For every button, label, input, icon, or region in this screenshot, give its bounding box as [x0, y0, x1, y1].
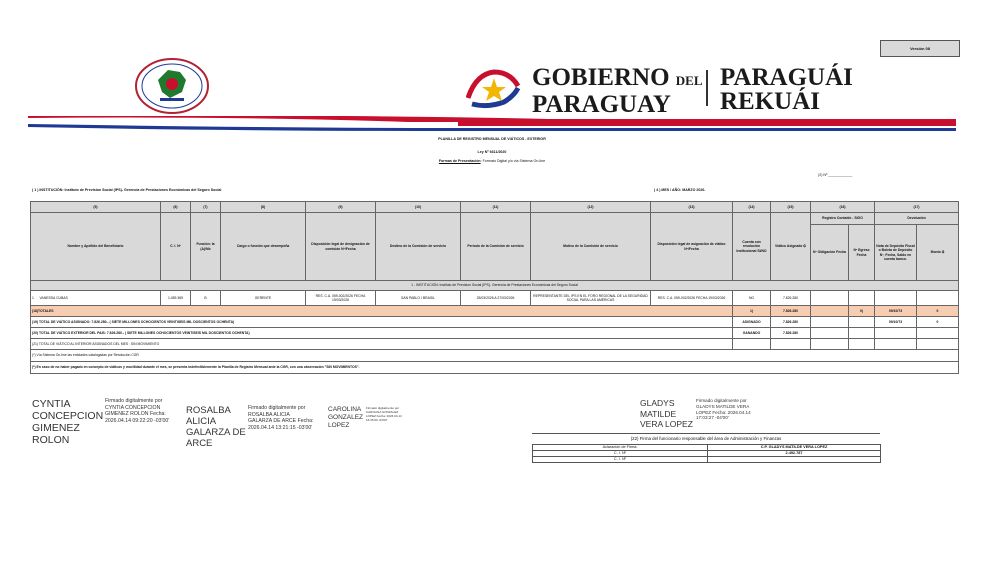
- finance-label: Aclaración de Firma:: [533, 445, 708, 451]
- totals-monto-dev: 0: [917, 306, 959, 317]
- viaticos-table: [30, 201, 959, 374]
- col-num: (13): [651, 202, 733, 213]
- version-badge: Versión 08: [880, 40, 960, 57]
- summary-monto: 7.826.280: [771, 328, 811, 339]
- summary-row: [31, 339, 959, 350]
- note-2: (*) En caso de no haber pagado en concepto de viáticos y movilidad durante el mes, se presenta indefectiblemente la Planilla de Registro Mensual ante la CGR, con una observación "SIN MOVIMIENTOS".: [31, 362, 959, 374]
- presentation-value: : Formato Digital y/o vía Sistema On-line: [480, 159, 546, 163]
- col-num: (5): [31, 202, 161, 213]
- month-year: ( 4 ) MES / AÑO: MARZO 2026.: [654, 188, 706, 192]
- summary-label: (20) TOTAL DE VIÁTICO EXTERIOR DEL PAIS: 7.826.280.- ( SIETE MILLONES OCHOCIENTOS VEINTISEIS MIL DOSCIENTOS OCHENTA): [31, 328, 733, 339]
- summary-dev: 0: [917, 317, 959, 328]
- summary-empty: [811, 317, 849, 328]
- summary-dep: [875, 339, 917, 350]
- col-num: (9): [306, 202, 376, 213]
- totals-monto: 7.826.280: [771, 306, 811, 317]
- totals-count: 1): [733, 306, 771, 317]
- summary-mid: GANANDO: [733, 328, 771, 339]
- header-cell: Destino de la Comisión de servicio: [376, 213, 461, 281]
- gov-word-del: DEL: [675, 73, 703, 88]
- header-divider: [706, 70, 708, 106]
- totals-row: [31, 306, 959, 317]
- summary-dev: [917, 328, 959, 339]
- totals-deposito: 09/10/73: [875, 306, 917, 317]
- row-ci: 1.459.369: [161, 291, 191, 306]
- summary-empty: [849, 317, 875, 328]
- header-cell: Nº Obligación Fecha: [811, 225, 849, 281]
- note-1: (*) Vía Sistema On-line las entidades catalogadas por Resolución CGR: [31, 350, 959, 362]
- presentation-label: Formas de Presentación: [438, 159, 481, 163]
- gov-word2: PARAGUAY: [532, 91, 671, 118]
- col-num: (7): [191, 202, 221, 213]
- institution-row: 1 - INSTITUCIÓN: Instituto de Prevision Social (IPS)- Gerencia de Prestaciones Económicas del Seguro Social: [31, 281, 959, 291]
- summary-dep: [875, 328, 917, 339]
- institution-label: ( 1 ) INSTITUCIÓN: Instituto de Prevision Social (IPS)- Gerencia de Prestaciones Económicas del Seguro Social: [32, 188, 222, 192]
- header-cell: Nº Egreso Fecha: [849, 225, 875, 281]
- summary-monto: [771, 339, 811, 350]
- summary-empty: [849, 328, 875, 339]
- header-cell: Cargo o función que desempeña: [221, 213, 306, 281]
- row-func: B: [191, 291, 221, 306]
- summary-mid: ASIGNADO: [733, 317, 771, 328]
- finance-value: C.P. GLADYS MATILDE VERA LOPEZ: [708, 445, 881, 451]
- star-logo: [466, 68, 522, 110]
- header-cell: Viático Asignado ₲: [771, 213, 811, 281]
- col-num: (17): [875, 202, 959, 213]
- header-cell: Nombre y Apellido del Beneficiario: [31, 213, 161, 281]
- signature-4-stamp: Firmado digitalmente por GLADYS MATILDE VERA LOPEZ Fecha: 2026.04.14 17:03:27 -04'00': [696, 398, 751, 421]
- header-cell: C. I. Nº: [161, 213, 191, 281]
- flag-stripes: [28, 116, 956, 132]
- totals-obligacion: 0): [849, 306, 875, 317]
- col-num: (6): [161, 202, 191, 213]
- row-motivo: REPRESENTANTE DEL IPS EN EL FORO REGIONAL DE LA SEGURIDAD SOCIAL PARA LAS AMÉRICAS: [531, 291, 651, 306]
- col-num: (16): [811, 202, 875, 213]
- finance-caption: (22) Firma del funcionario responsable del área de Administración y Finanzas: [630, 436, 782, 441]
- signature-2-name: ROSALBA ALICIA GALARZA DE ARCE: [186, 405, 246, 449]
- row-empty: [917, 291, 959, 306]
- row-name: VANESSA CUBAS: [39, 295, 68, 300]
- header-cell: Monto ₲: [917, 225, 959, 281]
- doc-law: Ley Nº 6611/2020: [477, 150, 507, 154]
- summary-empty: [849, 339, 875, 350]
- row-empty: [849, 291, 875, 306]
- col-num: (15): [771, 202, 811, 213]
- header-cell: Motivo de la Comisión de servicio: [531, 213, 651, 281]
- row-index: 1: [32, 295, 34, 300]
- col-num: (10): [376, 202, 461, 213]
- row-disp-viatico: RES. C.A. 059-002/2026 FECHA 19/03/2026: [651, 291, 733, 306]
- header-cell: Cuenta con resolución Institucional SI/NO: [733, 213, 771, 281]
- signature-3-name: CAROLINA GONZALEZ LOPEZ: [328, 406, 364, 429]
- signature-line: [532, 433, 880, 434]
- finance-value: [708, 457, 881, 463]
- signature-1-stamp: Firmado digitalmente por CYNTIA CONCEPCION GIMENEZ ROLON Fecha: 2026.04.14 09:22:20 -03'00': [105, 398, 170, 424]
- beneficiary-cell: [31, 291, 161, 306]
- summary-monto: 7.826.280: [771, 317, 811, 328]
- signature-1-name: CYNTIA CONCEPCION GIMENEZ ROLON: [32, 398, 104, 446]
- finance-label: C. I. Nº: [533, 457, 708, 463]
- col-num: (11): [461, 202, 531, 213]
- summary-label: (21) TOTAL DE VIÁTICO AL INTERIOR ASIGNADOS DEL MES : SIN MOVIMIENTO: [31, 339, 733, 350]
- finance-value: 2.492.787: [708, 451, 881, 457]
- totals-label: (18)TOTALES: [31, 306, 733, 317]
- header-cell: Periodo de la Comisión de servicio: [461, 213, 531, 281]
- row-periodo: 25/03/2026 A 27/03/2026: [461, 291, 531, 306]
- rek-word2: REKUÁI: [720, 88, 821, 115]
- row-destino: SAN PABLO / BRASIL: [376, 291, 461, 306]
- col-num: (12): [531, 202, 651, 213]
- doc-title: PLANILLA DE REGISTRO MENSUAL DE VIÁTICOS - EXTERIOR: [438, 137, 546, 141]
- gov-word1: GOBIERNO: [532, 64, 670, 91]
- col-num: (14): [733, 202, 771, 213]
- summary-row: [31, 317, 959, 328]
- row-resolucion: NO: [733, 291, 771, 306]
- row-empty: [811, 291, 849, 306]
- summary-dev: [917, 339, 959, 350]
- summary-empty: [811, 339, 849, 350]
- table-row: [31, 291, 959, 306]
- group-header-16: Registro Contable - SIGO: [811, 213, 875, 225]
- header-cell: Función: la (A)/Nb: [191, 213, 221, 281]
- summary-dep: 09/10/73: [875, 317, 917, 328]
- ips-seal-logo: [134, 58, 210, 114]
- presentation-line: [0, 159, 984, 163]
- group-header-17: Devolución: [875, 213, 959, 225]
- header-cell: Nota de Depósito Fiscal o Boleta de Depósito Nº, Fecha, Saldo en cuenta banco.: [875, 225, 917, 281]
- signature-3-stamp: Firmado digitalmente por CAROLINA GONZALEZ LOPEZ Fecha: 2026.04.14 16:35:00 -03'00': [366, 406, 402, 422]
- row-monto: 7.826.280: [771, 291, 811, 306]
- summary-mid: [733, 339, 771, 350]
- rek-word1: PARAGUÁI: [720, 64, 853, 91]
- totals-empty: [811, 306, 849, 317]
- finance-table: [532, 444, 881, 463]
- summary-row: [31, 328, 959, 339]
- header-cell: Disposición legal de designación de comisión Nº/Fecha: [306, 213, 376, 281]
- summary-empty: [811, 328, 849, 339]
- row-disp: RES. C.A. 059-002/2026 FECHA 19/03/2026: [306, 291, 376, 306]
- finance-label: C. I. Nº: [533, 451, 708, 457]
- finance-row: [533, 457, 881, 463]
- signature-4-name: GLADYS MATILDE VERA LOPEZ: [640, 398, 693, 429]
- row-empty: [875, 291, 917, 306]
- col-num: (8): [221, 202, 306, 213]
- summary-label: (19) TOTAL DE VIÁTICO ASIGNADO: 7.826.280.- ( SIETE MILLONES OCHOCIENTOS VEINTISEIS MIL DOSCIENTOS OCHENTA): [31, 317, 733, 328]
- row-cargo: GERENTE: [221, 291, 306, 306]
- field-2: (2) Nº ____________: [818, 173, 853, 177]
- header-cell: Disposición legal de asignación de viático Nº/Fecha: [651, 213, 733, 281]
- signature-2-stamp: Firmado digitalmente por ROSALBA ALICIA GALARZA DE ARCE Fecha: 2026.04.14 13:21:15 -03'00': [248, 405, 314, 431]
